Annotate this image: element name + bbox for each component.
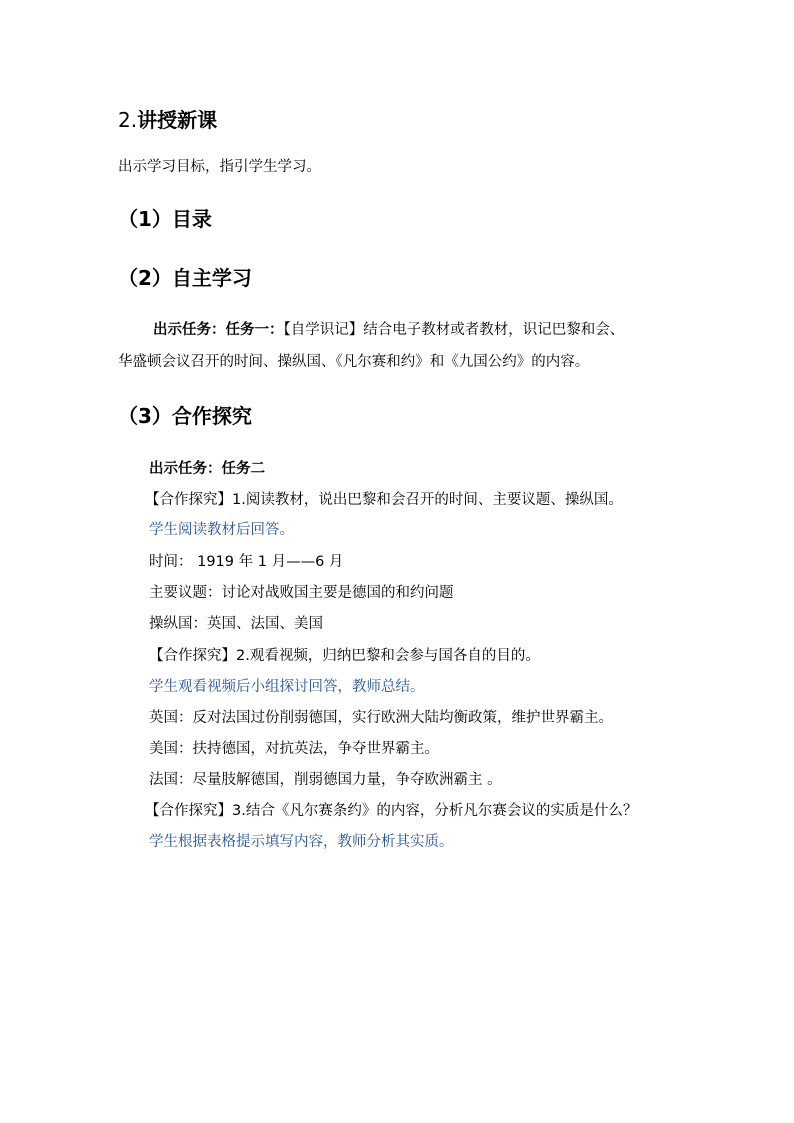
question-2-us: 美国：扶持德国，对抗英法，争夺世界霸主。: [149, 741, 439, 757]
section-number: 2.: [118, 108, 138, 132]
question-2-fr: 法国：尽量肢解德国，削弱德国力量，争夺欧洲霸主 。: [149, 772, 502, 788]
cooperative-question-2: 【合作探究】2.观看视频，归纳巴黎和会参与国各自的目的。: [149, 648, 540, 664]
cooperative-question-3: 【合作探究】3.结合《凡尔赛条约》的内容，分析凡尔赛会议的实质是什么？: [145, 803, 638, 819]
subsection-heading-1: （1）目录: [118, 207, 212, 231]
question-1-guide: 学生阅读教材后回答。: [149, 522, 294, 538]
task-one-text-line1: 【自学识记】结合电子教材或者教材，识记巴黎和会、: [283, 322, 625, 338]
self-study-task: [153, 318, 624, 339]
subsection-heading-3: （3）合作探究: [118, 404, 252, 428]
cooperative-question-1: 【合作探究】1.阅读教材，说出巴黎和会召开的时间、主要议题、操纵国。: [145, 492, 623, 508]
question-3-guide: 学生根据表格提示填写内容，教师分析其实质。: [149, 834, 454, 850]
task-one-label: 出示任务：任务一：: [153, 322, 284, 338]
question-2-guide: 学生观看视频后小组探讨回答，教师总结。: [149, 679, 425, 695]
question-1-time: 时间： 1919 年 1 月——6 月: [149, 554, 344, 570]
task-one-text-line2: 华盛顿会议召开的时间、操纵国、《凡尔赛和约》和《九国公约》的内容。: [118, 354, 590, 370]
section-title: 讲授新课: [137, 108, 218, 132]
question-2-uk: 英国：反对法国过份削弱德国，实行欧洲大陆均衡政策，维护世界霸主。: [149, 710, 613, 726]
task-two-label: 出示任务：任务二: [149, 461, 265, 477]
subsection-heading-2: （2）自主学习: [118, 266, 252, 290]
section-heading: [118, 104, 217, 133]
section-intro: 出示学习目标，指引学生学习。: [118, 159, 321, 175]
question-1-powers: 操纵国：英国、法国、美国: [149, 616, 323, 632]
question-1-topic: 主要议题：讨论对战败国主要是德国的和约问题: [149, 585, 454, 601]
